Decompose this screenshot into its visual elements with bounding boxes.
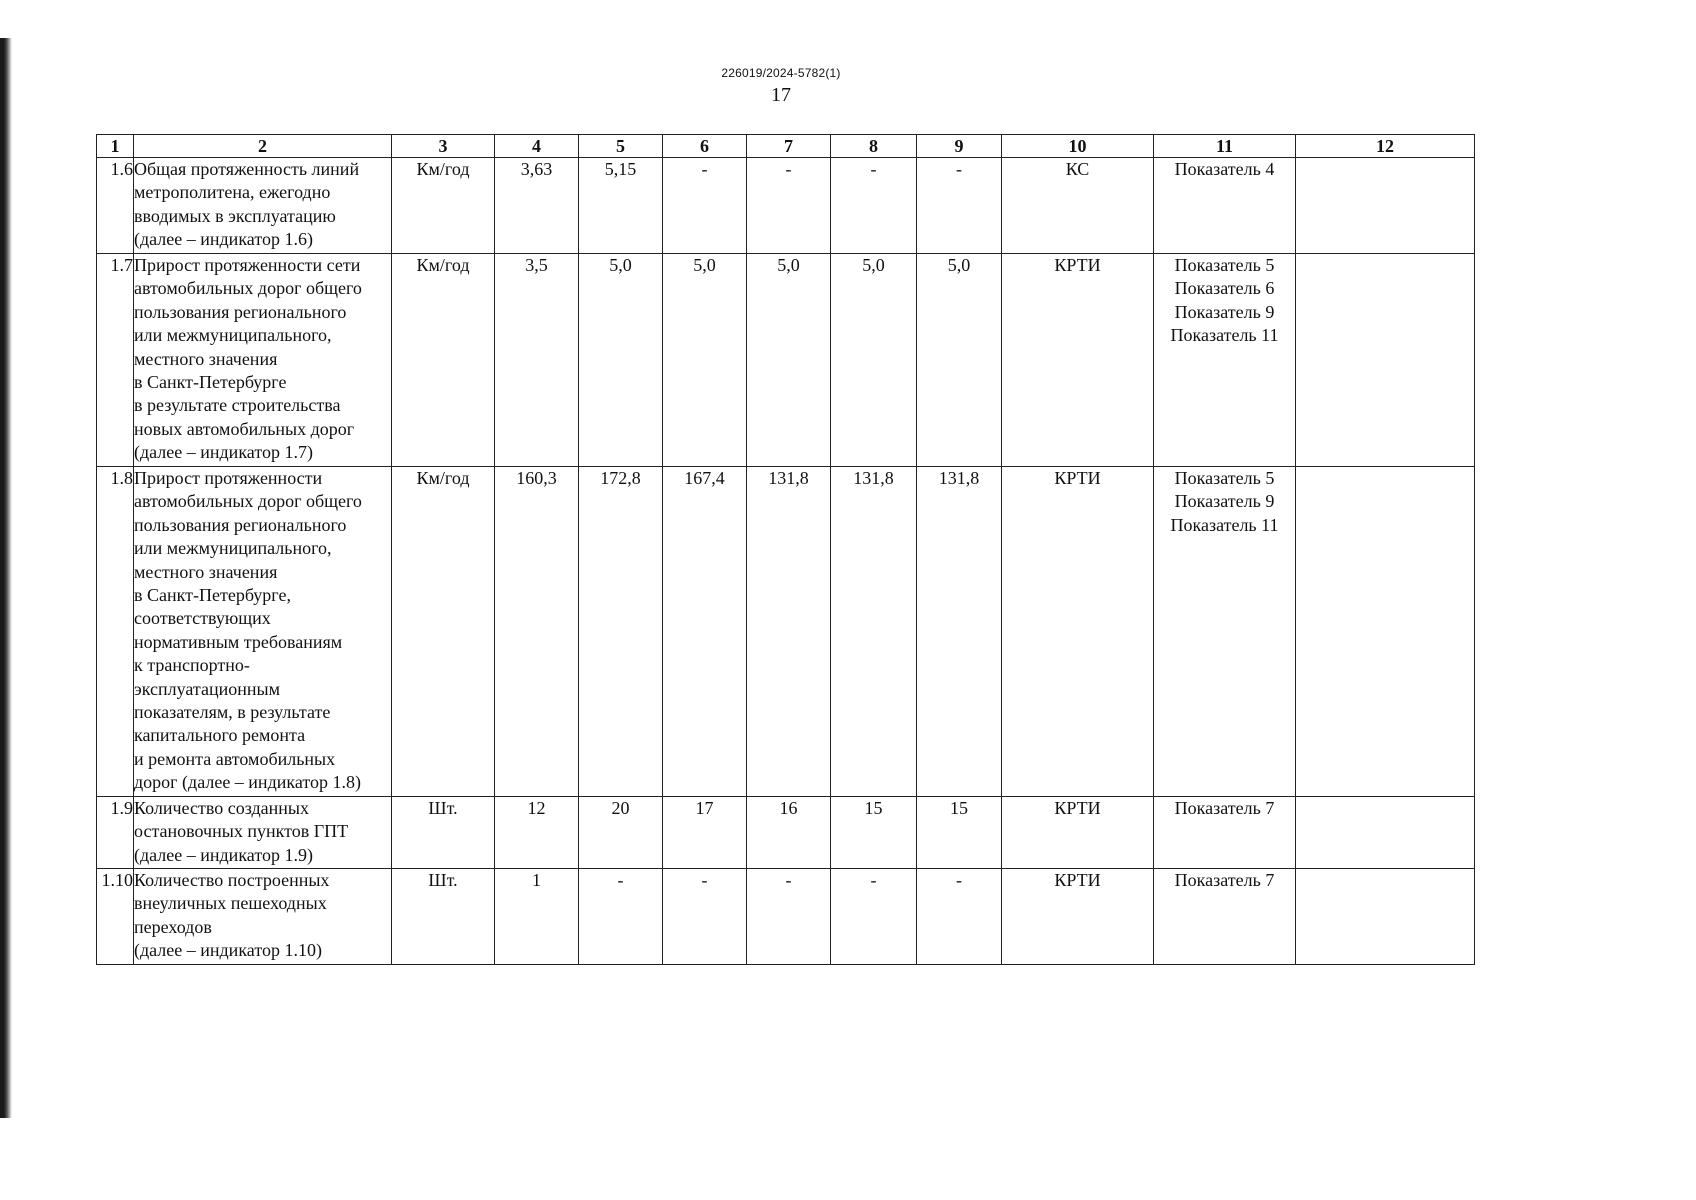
indicator-name-line: новых автомобильных дорог [134,418,355,439]
column-header: 9 [917,135,1002,158]
indicators-table [96,134,1475,965]
indicator-link: Показатель 5 [1174,468,1275,488]
table-header-row [97,135,1475,158]
column-header: 6 [663,135,747,158]
value-cell: 17 [663,797,747,869]
indicator-name-line: местного значения [134,561,278,582]
indicator-name-line: к транспортно- [134,655,250,676]
indicator-name-line: или межмуниципального, [134,325,332,346]
unit-cell: Шт. [392,869,495,965]
indicator-name-line: пользования регионального [134,301,347,322]
indicator-name-line: в Санкт-Петербурге [134,372,287,393]
value-cell: - [747,158,831,254]
indicator-name [134,467,392,797]
indicator-name [134,254,392,467]
value-cell: 12 [495,797,579,869]
value-cell: 15 [917,797,1002,869]
indicator-name-line: соответствующих [134,608,271,629]
indicator-name-line: Общая протяженность линий [134,159,360,179]
indicator-link: Показатель 7 [1174,798,1275,818]
indicator-name-line: внеуличных пешеходных [134,893,327,914]
indicator-name-line: автомобильных дорог общего [134,491,362,512]
column-header: 1 [97,135,134,158]
value-cell: 131,8 [747,467,831,797]
value-cell: - [663,869,747,965]
scan-edge-shadow [0,38,12,1118]
empty-cell [1296,467,1475,797]
value-cell: - [831,158,917,254]
unit-cell: Км/год [392,158,495,254]
indicator-link-cell [1154,869,1296,965]
indicator-name [134,869,392,965]
indicator-name-line: местного значения [134,348,278,369]
indicator-name-line: показателям, в результате [134,702,331,723]
indicator-name-line: (далее – индикатор 1.6) [134,229,313,250]
indicator-name-line: (далее – индикатор 1.7) [134,442,313,463]
indicator-link-cell [1154,467,1296,797]
value-cell: 5,0 [831,254,917,467]
unit-cell: Км/год [392,467,495,797]
column-header: 8 [831,135,917,158]
value-cell: 160,3 [495,467,579,797]
table-row [97,797,1475,869]
indicator-name-line: в Санкт-Петербурге, [134,585,291,606]
indicator-link: Показатель 4 [1174,159,1275,179]
indicator-link: Показатель 7 [1174,870,1275,890]
row-number: 1.7 [97,254,134,467]
value-cell: 131,8 [917,467,1002,797]
column-header: 11 [1154,135,1296,158]
value-cell: - [917,869,1002,965]
row-number: 1.6 [97,158,134,254]
indicator-name-line: в результате строительства [134,395,341,416]
value-cell: - [579,869,663,965]
responsible-cell: КРТИ [1002,254,1154,467]
column-header: 5 [579,135,663,158]
value-cell: 3,63 [495,158,579,254]
empty-cell [1296,254,1475,467]
indicator-name-line: капитального ремонта [134,725,306,746]
column-header: 4 [495,135,579,158]
value-cell: 20 [579,797,663,869]
value-cell: 131,8 [831,467,917,797]
column-header: 2 [134,135,392,158]
indicator-link: Показатель 11 [1170,325,1279,346]
column-header: 10 [1002,135,1154,158]
value-cell: 5,0 [579,254,663,467]
value-cell: 15 [831,797,917,869]
value-cell: 5,0 [663,254,747,467]
indicator-name-line: метрополитена, ежегодно [134,182,331,203]
indicator-link-cell [1154,254,1296,467]
indicator-name-line: Прирост протяженности сети [134,255,361,275]
value-cell: 16 [747,797,831,869]
responsible-cell: КРТИ [1002,467,1154,797]
indicator-link: Показатель 9 [1174,301,1275,322]
value-cell: 1 [495,869,579,965]
column-header: 7 [747,135,831,158]
indicator-name-line: Количество созданных [134,798,309,818]
indicator-name-line: эксплуатационным [134,678,281,699]
unit-cell: Км/год [392,254,495,467]
indicator-name-line: или межмуниципального, [134,538,332,559]
responsible-cell: КС [1002,158,1154,254]
empty-cell [1296,869,1475,965]
indicator-link: Показатель 9 [1174,491,1275,512]
value-cell: - [917,158,1002,254]
table-row [97,254,1475,467]
table-row [97,467,1475,797]
indicator-name-line: (далее – индикатор 1.10) [134,940,322,961]
indicator-link: Показатель 5 [1174,255,1275,275]
unit-cell: Шт. [392,797,495,869]
value-cell: 172,8 [579,467,663,797]
indicator-name-line: дорог (далее – индикатор 1.8) [134,772,361,793]
column-header: 3 [392,135,495,158]
indicator-link-cell [1154,797,1296,869]
responsible-cell: КРТИ [1002,869,1154,965]
indicator-name-line: автомобильных дорог общего [134,278,362,299]
indicator-name-line: (далее – индикатор 1.9) [134,844,313,865]
row-number: 1.8 [97,467,134,797]
indicator-name-line: переходов [134,916,212,937]
indicator-name-line: нормативным требованиям [134,631,343,652]
indicator-name-line: пользования регионального [134,514,347,535]
value-cell: 167,4 [663,467,747,797]
column-header: 12 [1296,135,1475,158]
indicator-name-line: остановочных пунктов ГПТ [134,821,349,842]
value-cell: 5,15 [579,158,663,254]
empty-cell [1296,158,1475,254]
indicator-name [134,797,392,869]
indicator-name-line: Прирост протяженности [134,468,323,488]
indicator-link: Показатель 6 [1174,278,1275,299]
indicator-name-line: вводимых в эксплуатацию [134,205,336,226]
table-row [97,869,1475,965]
indicator-link-cell [1154,158,1296,254]
value-cell: - [747,869,831,965]
row-number: 1.9 [97,797,134,869]
page-number: 17 [771,84,791,106]
document-registration-number: 226019/2024-5782(1) [721,66,841,80]
value-cell: 3,5 [495,254,579,467]
responsible-cell: КРТИ [1002,797,1154,869]
indicator-name-line: Количество построенных [134,870,330,890]
value-cell: 5,0 [747,254,831,467]
indicator-link: Показатель 11 [1170,514,1279,535]
table-row [97,158,1475,254]
indicator-name-line: и ремонта автомобильных [134,748,336,769]
empty-cell [1296,797,1475,869]
value-cell: 5,0 [917,254,1002,467]
indicator-name [134,158,392,254]
value-cell: - [831,869,917,965]
value-cell: - [663,158,747,254]
row-number: 1.10 [97,869,134,965]
